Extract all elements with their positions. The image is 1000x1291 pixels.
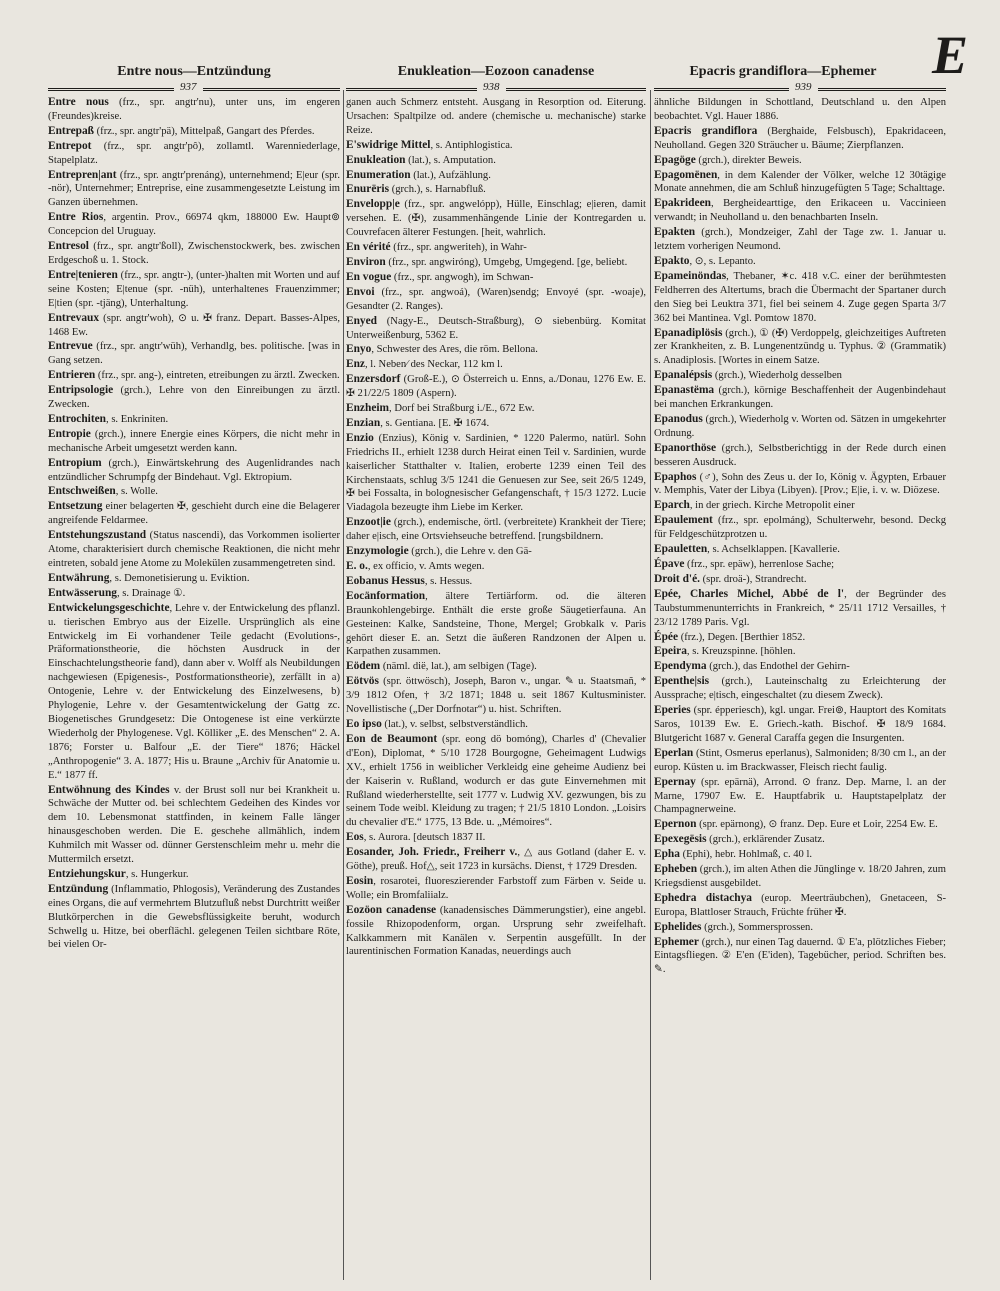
entry-definition: (frz., spr. angtr'pä), Mittelpaß, Gangart des Pferdes. (94, 125, 315, 137)
dictionary-entry (48, 529, 340, 571)
entry-definition: (grch.), direkter Beweis. (695, 154, 802, 166)
entry-definition: , s. Aurora. [deutsch 1837 II. (363, 832, 486, 844)
dictionary-entry (346, 271, 646, 285)
dictionary-entry (48, 428, 340, 456)
entry-definition: (spr. epärnong), ⊙ franz. Dep. Eure et Loir, 2254 Ew. E. (696, 819, 938, 831)
dictionary-entry (654, 558, 946, 572)
entry-definition: , s. Antiphlogistica. (430, 139, 513, 151)
entry-headword: Entrochiten (48, 412, 107, 425)
entry-definition: , s. Achselklappen. [Kavallerie. (707, 544, 840, 556)
entry-headword: Envoi (346, 285, 375, 298)
entry-headword: Droit d'é. (654, 572, 700, 585)
dictionary-entry (48, 211, 340, 239)
entry-headword: Epakten (654, 226, 696, 239)
entry-definition: (lat.), v. selbst, selbstverständlich. (381, 718, 528, 730)
entry-headword: Entrieren (48, 369, 96, 382)
entry-definition: (Enzius), König v. Sardinien, * 1220 Palermo, natürl. Sohn Friedrichs II., erhielt 1238 durch Heirat einen Teil v. Sardinien, wurde kaiserlicher Statthalter v. Italien, eroberte 1239 einen Teil des Kirchenstaats, schlug 3/5 1241 die Genuesen zur See, seit 26/5 1249, ✠ bei Fossalta, in bolognesischer Gefangenschaft, † 15/3 1272. Lucie Viadagola bezeugte ihm Liebe im Kerker. (346, 432, 646, 514)
dictionary-entry (654, 442, 946, 470)
entry-definition: , Schwester des Ares, die röm. Bellona. (371, 344, 538, 356)
dictionary-entry (654, 327, 946, 369)
page-number-left: 937 (174, 81, 203, 93)
entry-headword: Entre|tenieren (48, 268, 118, 281)
dictionary-entry (654, 384, 946, 412)
entry-definition: (kanadensisches Dämmerungstier), eine angebl. fossile Rhizopodenform, organ. Ursprung sehr zweifelhaft. Kalkkammern mit Kanälen v. Serpentin ausgefüllt. In der laurentinischen Formation Kanadas, neuerdings auch (346, 904, 646, 958)
dictionary-entry (346, 241, 646, 255)
page-number-right: 939 (789, 81, 818, 93)
entry-headword: Enzheim (346, 402, 390, 415)
dictionary-entry (48, 269, 340, 311)
dictionary-entry (346, 560, 646, 574)
dictionary-entry (654, 226, 946, 254)
entry-headword: Eocänformation (346, 589, 426, 602)
entry-headword: Epauletten (654, 543, 708, 556)
entry-headword: E. o. (346, 560, 368, 572)
text-column-1 (48, 96, 340, 1284)
entry-definition: (Status nascendi), das Vorkommen isolierter Atome, charakterisiert durch chemische Reaktionen, die nicht mehr eintreten, sobald jene Atome zu Molekülen zusammengetreten sind. (48, 530, 340, 569)
entry-definition: (grch.), nur einen Tag dauernd. ① E'a, plötzliches Fieber; Eintagsfliegen. ② E'en (E'iden), Tagebücher, period. Schriften bes. ✎. (654, 936, 946, 976)
entry-headword: Epaphos (654, 470, 697, 483)
dictionary-entry (654, 747, 946, 775)
entry-definition: einer belagerten ✠, geschieht durch eine die Belagerer angreifende Feldarmee. (48, 501, 340, 527)
dictionary-entry (346, 675, 646, 717)
dictionary-entry (654, 169, 946, 197)
entry-headword: Epagomënen (654, 168, 718, 181)
dictionary-entry (48, 384, 340, 412)
dictionary-entry (654, 631, 946, 645)
entry-headword: Entrepren|ant (48, 168, 117, 181)
entry-headword: Entwöhnung des Kindes (48, 783, 170, 796)
entry-headword: E'swidrige Mittel (346, 138, 431, 151)
dictionary-entry (346, 516, 646, 544)
entry-definition: (frz., spr. angweriteh), in Wahr- (390, 242, 527, 254)
entry-headword: Envelopp|e (346, 198, 400, 211)
entry-headword: Enurëris (346, 183, 390, 196)
entry-definition: (frz., spr. angtr-), (unter-)halten mit Worten und auf seine Kosten; E|tenue (spr. -nüh), unterhaltenes Frauenzimmer; E|tien (spr. -tjäng), Unterhaltung. (48, 269, 340, 309)
dictionary-entry (654, 471, 946, 499)
entry-definition: , Lehre v. der Entwickelung des pflanzl. u. tierischen Embryo aus der Eizelle. Ursprünglich als eine Entwickelg im Ei vorhandener Teile gedacht (Evolutions-, Präformationstheorie, die höchsten Ausdruck in der Einschachtelungstheorie fand), dann aber v. Wolff als Neubildungen nachgewiesen (Epigenesis-, Postformationstheorie), zerfällt in a) Ontogenie, Lehre v. der Entwickelung des Einzelwesens, b) Phylogenie, Lehre v. der Gesamtentwickelung der Gattg zc. Biogenetisches Grundgesetz: Die Ontogenese ist eine verkürzte Wiederholg der Phylogenese. Vgl. Kölliker „E. des Menschen“ 2. A. 1876; Forster u. Balfour „E. der Tiere“ 1876; Häckel „Anthropogenie“ 3. A. 1877; His u. Braune „Archiv für Anatomie u. E.“ 1877 ff. (48, 602, 340, 781)
entry-definition: (europ. Meerträubchen), Gnetaceen, S-Europa, Blattloser Strauch, Früchte früher ✠. (654, 892, 946, 918)
entry-definition: (spr. droä-), Strandrecht. (699, 573, 807, 585)
entry-headword: Entrepaß (48, 124, 94, 137)
entry-definition: (spr. epärnä), Arrond. ⊙ franz. Dep. Marne, l. an der Marne, 17907 Ew. E. Hauptfabrik u. Hauptstapelplatz der Champagnerweine. (654, 776, 946, 816)
dictionary-entry (48, 883, 340, 953)
entry-definition: (frz., spr. epolmáng), Schulterwehr, besond. Deckg für Feldgeschützprotzen u. (654, 515, 946, 541)
running-header-left: Entre nous—Entzündung (117, 64, 271, 79)
dictionary-entry (48, 312, 340, 340)
entry-headword: Enzian (346, 416, 381, 429)
dictionary-entry (48, 140, 340, 168)
dictionary-entry (654, 499, 946, 513)
entry-definition: , ältere Tertiärform. od. die älteren Braunkohlengebirge. Enthält die erste große Säugetierfauna. An Gesteinen: Kalke, Sandsteine, Thone, Mergel; Grobkalk v. Paris gehört dieser E. an. Setzt die äußeren Randzonen der Alpen u. Karpathen zusammen. (346, 590, 646, 658)
entry-headword: Enz (346, 358, 365, 371)
dictionary-entry (48, 369, 340, 383)
entry-definition: , ex officio, v. Amts wegen. (367, 561, 485, 572)
text-column-2 (346, 96, 646, 1284)
entry-definition: (frz., spr. angwelópp), Hülle, Einschlag; e|ieren, damit versehen. E. (✠), zusammenhängende Linie der Kontregarden u. Couvrefacen älterer Festungen. [heit, wahrlich. (346, 199, 646, 239)
dictionary-entry (346, 343, 646, 357)
entry-definition: (grch.), Wiederholg desselben (712, 370, 842, 382)
entry-headword: Epée, Charles Michel, Abbé de l' (654, 587, 845, 600)
entry-definition: (grch.), körnige Beschaffenheit der Augenbindehaut bei manchen Erkrankungen. (654, 385, 946, 411)
dictionary-entry (48, 240, 340, 268)
dictionary-entry (48, 96, 340, 124)
entry-headword: Epheben (654, 863, 698, 876)
entry-definition: , rosarotei, fluoreszierender Farbstoff zum Färben v. Seide u. Wolle; ein Bromfaliialz. (346, 875, 646, 901)
entry-headword: Epameinöndas (654, 269, 727, 282)
dictionary-entry (654, 921, 946, 935)
entry-headword: Entzündung (48, 882, 109, 895)
text-column-3 (654, 96, 946, 1284)
entry-headword: Entre Rios (48, 211, 104, 224)
entry-headword: Environ (346, 255, 386, 268)
entry-definition: (grch.), endemische, örtl. (verbreitete) Krankheit der Tiere; daher e|isch, eine Ortsviehseuche betreffend. [rungsbildnern. (346, 517, 646, 543)
entry-definition: , Dorf bei Straßburg i./E., 672 Ew. (389, 403, 535, 415)
entry-headword: Eo ipso (346, 717, 382, 730)
dictionary-entry (654, 660, 946, 674)
entry-definition: (grch.), Einwärtskehrung des Augenlidrandes nach entzündlicher Schrumpfg der Bindehaut. Vgl. Ektropium. (48, 457, 340, 483)
dictionary-entry (654, 514, 946, 542)
entry-headword: Enzio (346, 431, 374, 444)
dictionary-entry (346, 169, 646, 183)
dictionary-entry (654, 413, 946, 441)
entry-headword: Entstehungszustand (48, 529, 147, 542)
dictionary-entry (346, 545, 646, 559)
entry-headword: Eozöon canadense (346, 903, 437, 916)
dictionary-entry (346, 875, 646, 903)
entry-headword: Epakrideen (654, 197, 711, 210)
entry-headword: Enukleation (346, 153, 406, 166)
entry-headword: Ephedra distachya (654, 891, 752, 904)
dictionary-entry (346, 846, 646, 874)
entry-headword: Ephemer (654, 935, 699, 948)
section-letter: E (931, 25, 968, 85)
entry-definition: (♂), Sohn des Zeus u. der Io, König v. Ägypten, Erbauer v. Memphis, Vater der Libya (Libyen). [Prov.; E|ie, i. v. w. Diözese. (654, 471, 946, 497)
entry-headword: Enzersdorf (346, 373, 401, 386)
dictionary-entry (346, 733, 646, 830)
dictionary-entry (654, 818, 946, 832)
dictionary-entry (48, 602, 340, 783)
dictionary-entry (48, 868, 340, 882)
dictionary-entry (346, 432, 646, 515)
dictionary-entry (346, 660, 646, 674)
entry-definition: (grch.), Lehre von den Einreibungen zu ärztl. Zwecken. (48, 385, 340, 411)
entry-headword: Enyed (346, 314, 378, 327)
dictionary-entry (346, 402, 646, 416)
entry-headword: Entschweißen (48, 485, 116, 498)
entry-headword: Epanalépsis (654, 369, 713, 382)
entry-definition: (frz., spr. epäw), herrenlose Sache; (684, 559, 835, 570)
entry-definition: (spr. épperiesch), kgl. ungar. Frei⊚, Hauptort des Komitats Saros, 10139 Ew. E. Griech.-kath. Bischof. ✠ 18/9 1684. Blutgericht 1687 v. General Caraffa gegen die Insurgenten. (654, 705, 946, 744)
entry-headword: Eosander, Joh. Friedr., Freiherr v. (346, 846, 518, 859)
entry-definition: (frz., spr. angwoá), (Waren)sendg; Envoyé (spr. -woaje), Gesandter (2. Ranges). (346, 286, 646, 312)
dictionary-entry (654, 588, 946, 630)
entry-definition: (grch.), Lauteinschaltg zu Erleichterung der Aussprache; e|tisch, eingeschaltet (zu diesem Zweck). (654, 676, 946, 702)
entry-definition: (Groß-E.), ⊙ Österreich u. Enns, a./Donau, 1276 Ew. E. ✠ 21/22/5 1809 (Aspern). (346, 374, 646, 400)
entry-headword: Epaulement (654, 514, 713, 527)
entry-definition: , in der griech. Kirche Metropolit einer (689, 500, 855, 512)
dictionary-entry (654, 369, 946, 383)
entry-definition: (Inflammatio, Phlogosis), Veränderung des Zustandes eines Organs, die auf vermehrtem Blutzufluß nebst Durchtritt weißer Blutkörperchen in die Gewebsflüssigkeite beruht, wodurch Schwellg u. Hitze, bei oberflächl. gelegenen Teilen sichtbare Röte, bei vielen Or- (48, 883, 340, 951)
entry-definition: , l. Neben⁄ des Neckar, 112 km l. (365, 359, 503, 371)
entry-definition: (frz., spr. angtr'wüh), Verhandlg, bes. politische. [was in Gang setzen. (48, 341, 340, 367)
entry-headword: Épave (654, 558, 685, 570)
entry-headword: Epanorthöse (654, 441, 717, 454)
entry-headword: Entre nous (48, 96, 109, 108)
entry-headword: Eosin (346, 874, 374, 887)
entry-definition: , s. Hungerkur. (125, 868, 189, 880)
dictionary-entry (48, 784, 340, 867)
entry-definition: (frz., spr. angtr'pô), zollamtl. Warenniederlage, Stapelplatz. (48, 140, 340, 166)
dictionary-entry (346, 718, 646, 732)
entry-headword: Ependyma (654, 660, 707, 673)
dictionary-entry (48, 457, 340, 485)
dictionary-entry (654, 543, 946, 557)
entry-headword: Epanodus (654, 412, 703, 425)
entry-headword: Epeira (654, 645, 687, 658)
entry-headword: Entrevue (48, 340, 93, 353)
dictionary-entry (346, 256, 646, 270)
entry-headword: Entropie (48, 427, 91, 440)
entry-definition: (grch.), Mondzeiger, Zahl der Tage zw. 1. Januar u. letztem vorherigen Neumond. (654, 227, 946, 253)
dictionary-entry (346, 139, 646, 153)
dictionary-entry (654, 573, 946, 587)
entry-definition: ähnliche Bildungen in Schottland, Deutschland u. den Alpen beobachtet. Vgl. Hauer 1886. (654, 97, 946, 122)
entry-definition: (frz., spr. angwogh), im Schwan- (391, 271, 534, 283)
entry-headword: En vogue (346, 270, 392, 283)
dictionary-entry (346, 183, 646, 197)
entry-headword: Epanadiplösis (654, 326, 723, 339)
dictionary-entry (654, 776, 946, 818)
dictionary-entry (654, 154, 946, 168)
entry-headword: Eperlan (654, 746, 694, 759)
entry-headword: Eos (346, 831, 364, 844)
entry-headword: Entrevaux (48, 311, 100, 324)
dictionary-entry (654, 704, 946, 746)
entry-headword: Entrepot (48, 139, 92, 152)
entry-headword: Eon de Beaumont (346, 732, 438, 745)
entry-definition: (grch.), die Lehre v. den Gä- (408, 546, 532, 558)
entry-definition: (grch.), Sommersprossen. (701, 921, 813, 933)
entry-definition: , s. Kreuzspinne. [höhlen. (686, 646, 796, 658)
entry-headword: Entripsologie (48, 384, 114, 397)
entry-headword: Epenthe|sis (654, 675, 710, 688)
entry-definition: (frz., spr. angtr'prenáng), unternehmend; E|eur (spr. -nör), Unternehmer; Entreprise, eine zusammengesetzte Leistung im Ganzen übernehmen. (48, 169, 340, 209)
entry-headword: Epernay (654, 775, 696, 788)
entry-definition: , ⊙, s. Lepanto. (689, 255, 756, 267)
entry-headword: Epexegësis (654, 833, 707, 846)
entry-headword: Enzoot|ie (346, 516, 391, 529)
dictionary-entry (346, 417, 646, 431)
entry-definition: (lat.), s. Amputation. (405, 154, 496, 166)
dictionary-entry (48, 500, 340, 528)
entry-definition: (grch.), s. Harnabfluß. (389, 184, 486, 196)
entry-headword: Epagöge (654, 153, 696, 166)
entry-definition: (grch.), erklärender Zusatz. (706, 834, 825, 846)
dictionary-entry (48, 169, 340, 211)
entry-headword: Enumeration (346, 168, 411, 181)
entry-definition: (frz., spr. angwiróng), Umgebg, Umgegend. [ge, beliebt. (385, 256, 628, 268)
entry-definition: , der Begründer des Taubstummenunterrichts in Frankreich, * 25/11 1712 Versailles, † 23/12 1789 Paris. Vgl. (654, 588, 946, 628)
dictionary-entry (48, 485, 340, 499)
dictionary-entry (48, 572, 340, 586)
entry-definition: , △ aus Gotland (daher E. v. Göthe), preuß. Hof△, seit 1723 in kursächs. Dienst, † 1729 Dresden. (346, 847, 646, 873)
dictionary-entry (346, 198, 646, 240)
dictionary-entry (346, 358, 646, 372)
entry-definition: (grch.), Selbstberichtigg in der Rede durch einen besseren Ausdruck. (654, 442, 946, 468)
entry-headword: Entziehungskur (48, 867, 126, 880)
entry-definition: , argentin. Prov., 66974 qkm, 188000 Ew. Haupt⊚ Concepcion del Uruguay. (48, 212, 340, 238)
entry-headword: Entwickelungsgeschichte (48, 601, 170, 614)
entry-definition: (Stint, Osmerus eperlanus), Salmoniden; 8/30 cm l., an der europ. Küsten u. im Brackwasser, Fleisch riecht faulig. (654, 747, 946, 773)
dictionary-entry (654, 645, 946, 659)
entry-definition: (frz., spr. ang-), eintreten, etreibungen zu ärztl. Zwecken. (95, 370, 340, 382)
dictionary-entry (654, 96, 946, 124)
entry-headword: Entwährung (48, 571, 110, 584)
page-number-middle: 938 (477, 81, 506, 93)
entry-definition: (Berghaide, Felsbusch), Epakridaceen, Neuholland. Gegen 320 Sträucher u. Bäume; Zierpflanzen. (654, 125, 946, 151)
entry-definition: (lat.), Aufzählung. (410, 169, 491, 181)
dictionary-entry (346, 904, 646, 960)
entry-definition: , Thebaner, ✶c. 418 v.C. einer der berühmtesten Feldherren des Altertums, brach die Übermacht der Spartaner durch den Sieg bei Leuktra 371, fiel bei seinem 4. Zuge gegen Sparta 3/7 362 bei Mantinea. Vgl. Pomtow 1870. (654, 270, 946, 324)
dictionary-entry (654, 848, 946, 862)
entry-definition: (frz., spr. angtr'nu), unter uns, im engeren (Freundes)kreise. (48, 97, 340, 122)
dictionary-entry (654, 255, 946, 269)
entry-definition: (spr. öttwösch), Joseph, Baron v., ungar. ✎ u. Staatsmañ, * 3/9 1812 Ofen, † 3/2 1871; 1848 u. seit 1867 Kultusminister. Novellistische („Der Dorfnotar“) u. hist. Schriften. (346, 676, 646, 716)
dictionary-entry (48, 413, 340, 427)
entry-headword: Eperies (654, 704, 691, 717)
entry-headword: Entwässerung (48, 586, 117, 599)
dictionary-entry (654, 833, 946, 847)
entry-headword: Eparch (654, 499, 690, 512)
entry-definition: (grch.), im alten Athen die Jünglinge v. 18/20 Jahren, zum Kriegsdienst ausgebildet. (654, 864, 946, 889)
dictionary-entry (346, 831, 646, 845)
entry-definition: , s. Wolle. (115, 486, 158, 498)
entry-headword: Ephelides (654, 920, 702, 933)
entry-headword: Entropium (48, 456, 102, 469)
dictionary-entry (654, 675, 946, 703)
entry-headword: Eödem (346, 660, 381, 673)
dictionary-entry (346, 286, 646, 314)
dictionary-entry (346, 154, 646, 168)
entry-definition: (frz.), Degen. [Berthier 1852. (678, 631, 806, 643)
entry-definition: (grch.), innere Energie eines Körpers, die nicht mehr in mechanische Arbeit umgesetzt werden kann. (48, 428, 340, 454)
dictionary-entry (346, 96, 646, 138)
entry-definition: , s. Drainage ①. (117, 587, 186, 599)
entry-headword: Eötvös (346, 675, 379, 688)
dictionary-entry (654, 936, 946, 978)
entry-headword: Epacris grandiflora (654, 124, 758, 137)
dictionary-entry (48, 125, 340, 139)
dictionary-entry (654, 270, 946, 326)
column-divider (650, 90, 651, 1280)
dictionary-entry (654, 125, 946, 153)
entry-definition: , s. Demonetisierung u. Eviktion. (109, 572, 250, 584)
entry-headword: Epanastëma (654, 384, 715, 397)
entry-definition: (näml. dië, lat.), am selbigen (Tage). (380, 661, 537, 673)
dictionary-entry (654, 197, 946, 225)
entry-definition: (grch.), Wiederholg v. Worten od. Sätzen in umgekehrter Ordnung. (654, 413, 946, 439)
entry-definition: , Bergheidearttige, den Erikaceen u. Vaccinieen verwandt; in Neuholland u. den benachbarten Inseln. (654, 198, 946, 224)
entry-definition: (spr. angtr'woh), ⊙ u. ✠ franz. Depart. Basses-Alpes, 1468 Ew. (48, 312, 340, 338)
entry-definition: , in dem Kalender der Völker, welche 12 30tägige Monate annehmen, die am Schluß hinzugefügten 5 Tage; Schalttage. (654, 169, 946, 195)
entry-definition: (frz., spr. angtr'ßoll), Zwischenstockwerk, bes. zwischen Erdgeschoß u. 1. Stock. (48, 241, 340, 266)
entry-definition: (grch.), ① (✠) Verdoppelg, gleichzeitiges Auftreten zer Krankheiten, z. B. Lungenentzündg u. Typhus. ② (Grammatik) s. Anadiplosis. [Wortes in einem Satze. (654, 327, 946, 367)
dictionary-entry (48, 340, 340, 368)
entry-headword: Epha (654, 848, 680, 861)
dictionary-entry (346, 575, 646, 589)
entry-headword: Epakto (654, 254, 690, 267)
entry-headword: Eobanus Hessus (346, 574, 425, 587)
entry-definition: ganen auch Schmerz entsteht. Ausgang in Resorption od. Eiterung. Ursachen: Spaltpilze od. andere (chemische u. mechanische) starke Reize. (346, 97, 646, 136)
entry-headword: Épée (654, 630, 679, 643)
dictionary-entry (346, 315, 646, 343)
entry-definition: (Nagy-E., Deutsch-Straßburg), ⊙ siebenbürg. Komitat Unterweißenburg, 5362 E. (346, 315, 646, 341)
column-divider (343, 90, 344, 1280)
dictionary-entry (346, 373, 646, 401)
entry-headword: Enyo (346, 343, 372, 356)
dictionary-entry (654, 892, 946, 920)
entry-definition: (Ephi), hebr. Hohlmaß, c. 40 l. (679, 849, 813, 861)
entry-definition: v. der Brust soll nur bei Krankheit u. Schwäche der Mutter od. bei schlechtem Gedeihen des Kindes vor dem 10. Lebensmonat stattfinden, in keinem Falle länger hinausgeschoben werden. Die E. geschehe allmählich, indem Kuhmilch mit Wasser od. dünner Gerstenschleim mehr u. mehr die Muttermilch ersetzt. (48, 784, 340, 866)
dictionary-entry (346, 590, 646, 660)
entry-headword: Epernon (654, 818, 697, 831)
running-header-right: Epacris grandiflora—Ephemer (689, 64, 877, 79)
entry-definition: , s. Enkriniten. (106, 413, 169, 425)
dictionary-entry (654, 863, 946, 891)
entry-headword: Entsetzung (48, 500, 103, 513)
entry-definition: , s. Gentiana. [E. ✠ 1674. (380, 417, 490, 429)
dictionary-entry (48, 587, 340, 601)
entry-headword: En vérité (346, 241, 391, 254)
running-header-middle: Enukleation—Eozoon canadense (397, 64, 595, 79)
entry-definition: (spr. eong dö bomóng), Charles d' (Chevalier d'Eon), Diplomat, * 5/10 1728 Bourgogne, Geheimagent Ludwigs XV., erhielt 1756 in weiblicher Verkleidg eine geheime Audienz bei der Kaiserin v. Rußland, wodurch er das gute Einvernehmen mit Rußland wiederherstellte, seit 1777 v. Ludwig XV. gezwungen, bis zu seinem Tode weibl. Kleidung zu tragen; † 21/5 1810 London. „Loisirs du chevalier d'E.“ 1775, 13 Bde. u. „Mémoires“. (346, 733, 646, 829)
entry-headword: Enzymologie (346, 545, 409, 558)
entry-definition: (grch.), das Endothel der Gehirn- (706, 661, 850, 673)
entry-definition: , s. Hessus. (424, 575, 473, 587)
entry-headword: Entresol (48, 240, 89, 253)
